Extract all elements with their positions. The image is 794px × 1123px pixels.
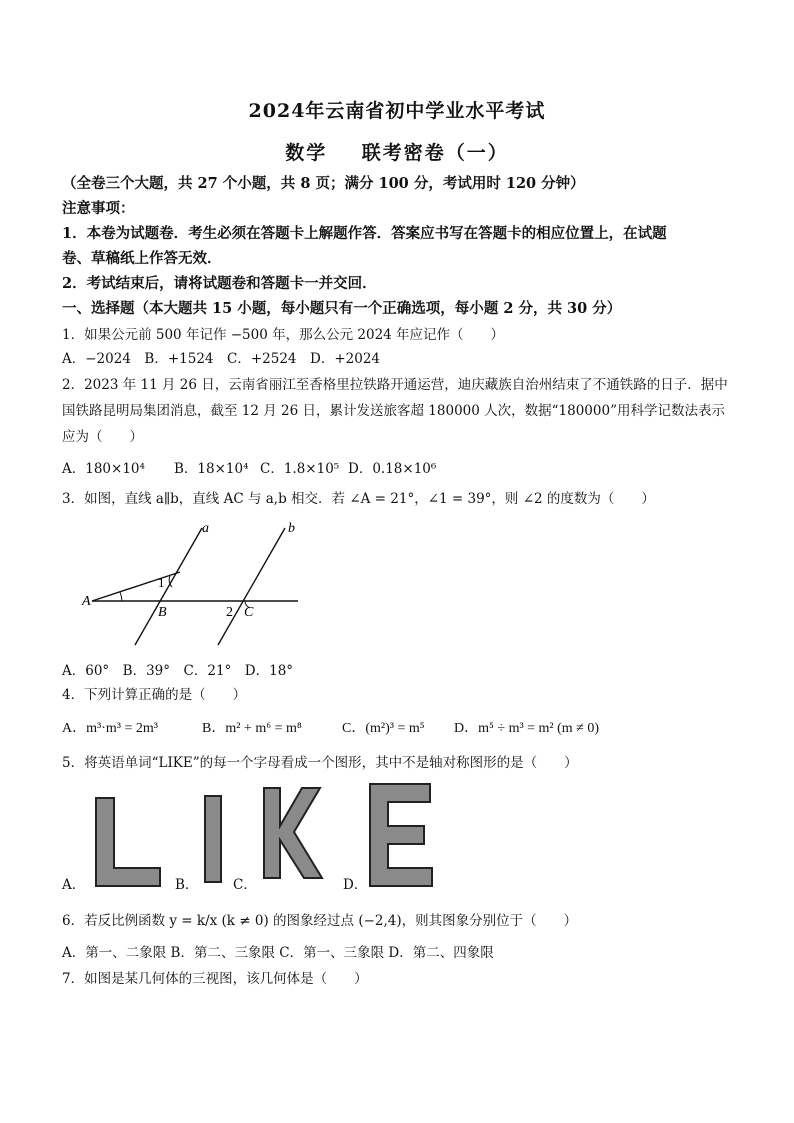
letter-i-figure — [203, 794, 223, 884]
q4-stem: 4．下列计算正确的是（ ） — [62, 687, 247, 703]
exam-title: 2024年云南省初中学业水平考试 — [248, 100, 546, 122]
letter-l-figure — [92, 794, 164, 890]
q5-label-a: A． — [62, 877, 86, 893]
section-1-heading: 一、选择题（本大题共 15 小题，每小题只有一个正确选项，每小题 2 分，共 30 分） — [62, 300, 622, 317]
label-a: a — [202, 521, 209, 536]
label-point-c: C — [244, 605, 254, 620]
line-a — [135, 528, 202, 645]
letter-k-figure — [262, 786, 324, 880]
label-point-a: A — [82, 594, 91, 609]
q4-option-b: B．m² + m⁶ = m⁸ — [202, 721, 302, 736]
letter-e-figure — [368, 782, 434, 888]
q5-label-d: D． — [343, 877, 368, 893]
q2-option-b: B．18×10⁴ — [174, 461, 249, 477]
label-angle-1: 1 — [158, 575, 165, 590]
q4-options — [62, 720, 742, 738]
label-b: b — [288, 521, 295, 536]
q3-options: A．60° B．39° C．21° D．18° — [62, 663, 294, 679]
exam-info: （全卷三个大题，共 27 个小题，共 8 页；满分 100 分，考试用时 120 分钟） — [62, 175, 585, 192]
q6-options: A．第一、二象限 B．第二、三象限 C．第一、三象限 D．第二、四象限 — [62, 945, 494, 961]
q5-stem: 5．将英语单词“LIKE”的每一个字母看成一个图形，其中不是轴对称图形的是（ ） — [62, 755, 578, 771]
q1-options: A．−2024 B．+1524 C．+2524 D．+2024 — [62, 351, 380, 367]
exam-subtitle: 数学 联考密卷（一） — [285, 142, 509, 164]
note-1-line-2: 卷、草稿纸上作答无效． — [62, 250, 222, 267]
q3-stem: 3．如图，直线 a∥b，直线 AC 与 a,b 相交．若 ∠A = 21°，∠1 = 39°，则 ∠2 的度数为（ ） — [62, 491, 655, 507]
q5-label-b: B． — [175, 877, 199, 893]
q2-line-2: 国铁路昆明局集团消息，截至 12 月 26 日，累计发送旅客超 180000 人次，数据“180000”用科学记数法表示 — [62, 403, 725, 419]
label-point-b: B — [158, 605, 167, 620]
label-angle-2: 2 — [226, 605, 233, 620]
notes-title: 注意事项： — [62, 200, 135, 217]
q2-line-3: 应为（ ） — [62, 429, 143, 445]
angle-a-arc — [120, 592, 122, 601]
note-2: 2．考试结束后，请将试题卷和答题卡一并交回． — [62, 275, 377, 292]
q3-figure — [80, 520, 310, 650]
line-from-a — [92, 572, 180, 601]
q4-option-c: C．(m²)³ = m⁵ — [342, 721, 425, 736]
q6-stem: 6．若反比例函数 y = k/x (k ≠ 0) 的图象经过点 (−2,4)，则其图象分别位于（ ） — [62, 913, 578, 929]
q2-option-d: D．0.18×10⁶ — [348, 461, 437, 477]
q5-label-c: C． — [233, 877, 257, 893]
note-1-line-1: 1．本卷为试题卷．考生必须在答题卡上解题作答．答案应书写在答题卡的相应位置上，在试题 — [62, 225, 667, 242]
q1-stem: 1．如果公元前 500 年记作 −500 年，那么公元 2024 年应记作（ ） — [62, 327, 505, 343]
q7-stem: 7．如图是某几何体的三视图，该几何体是（ ） — [62, 971, 368, 987]
q2-option-a: A．180×10⁴ — [62, 461, 145, 477]
q2-line-1: 2．2023 年 11 月 26 日，云南省丽江至香格里拉铁路开通运营，迪庆藏族自治州结束了不通铁路的日子．据中 — [62, 377, 728, 393]
q2-option-c: C．1.8×10⁵ — [260, 461, 340, 477]
q2-options — [62, 460, 742, 478]
line-b — [218, 528, 285, 645]
q4-option-d: D．m⁵ ÷ m³ = m² (m ≠ 0) — [454, 721, 600, 736]
q4-option-a: A．m³·m³ = 2m³ — [62, 721, 158, 736]
